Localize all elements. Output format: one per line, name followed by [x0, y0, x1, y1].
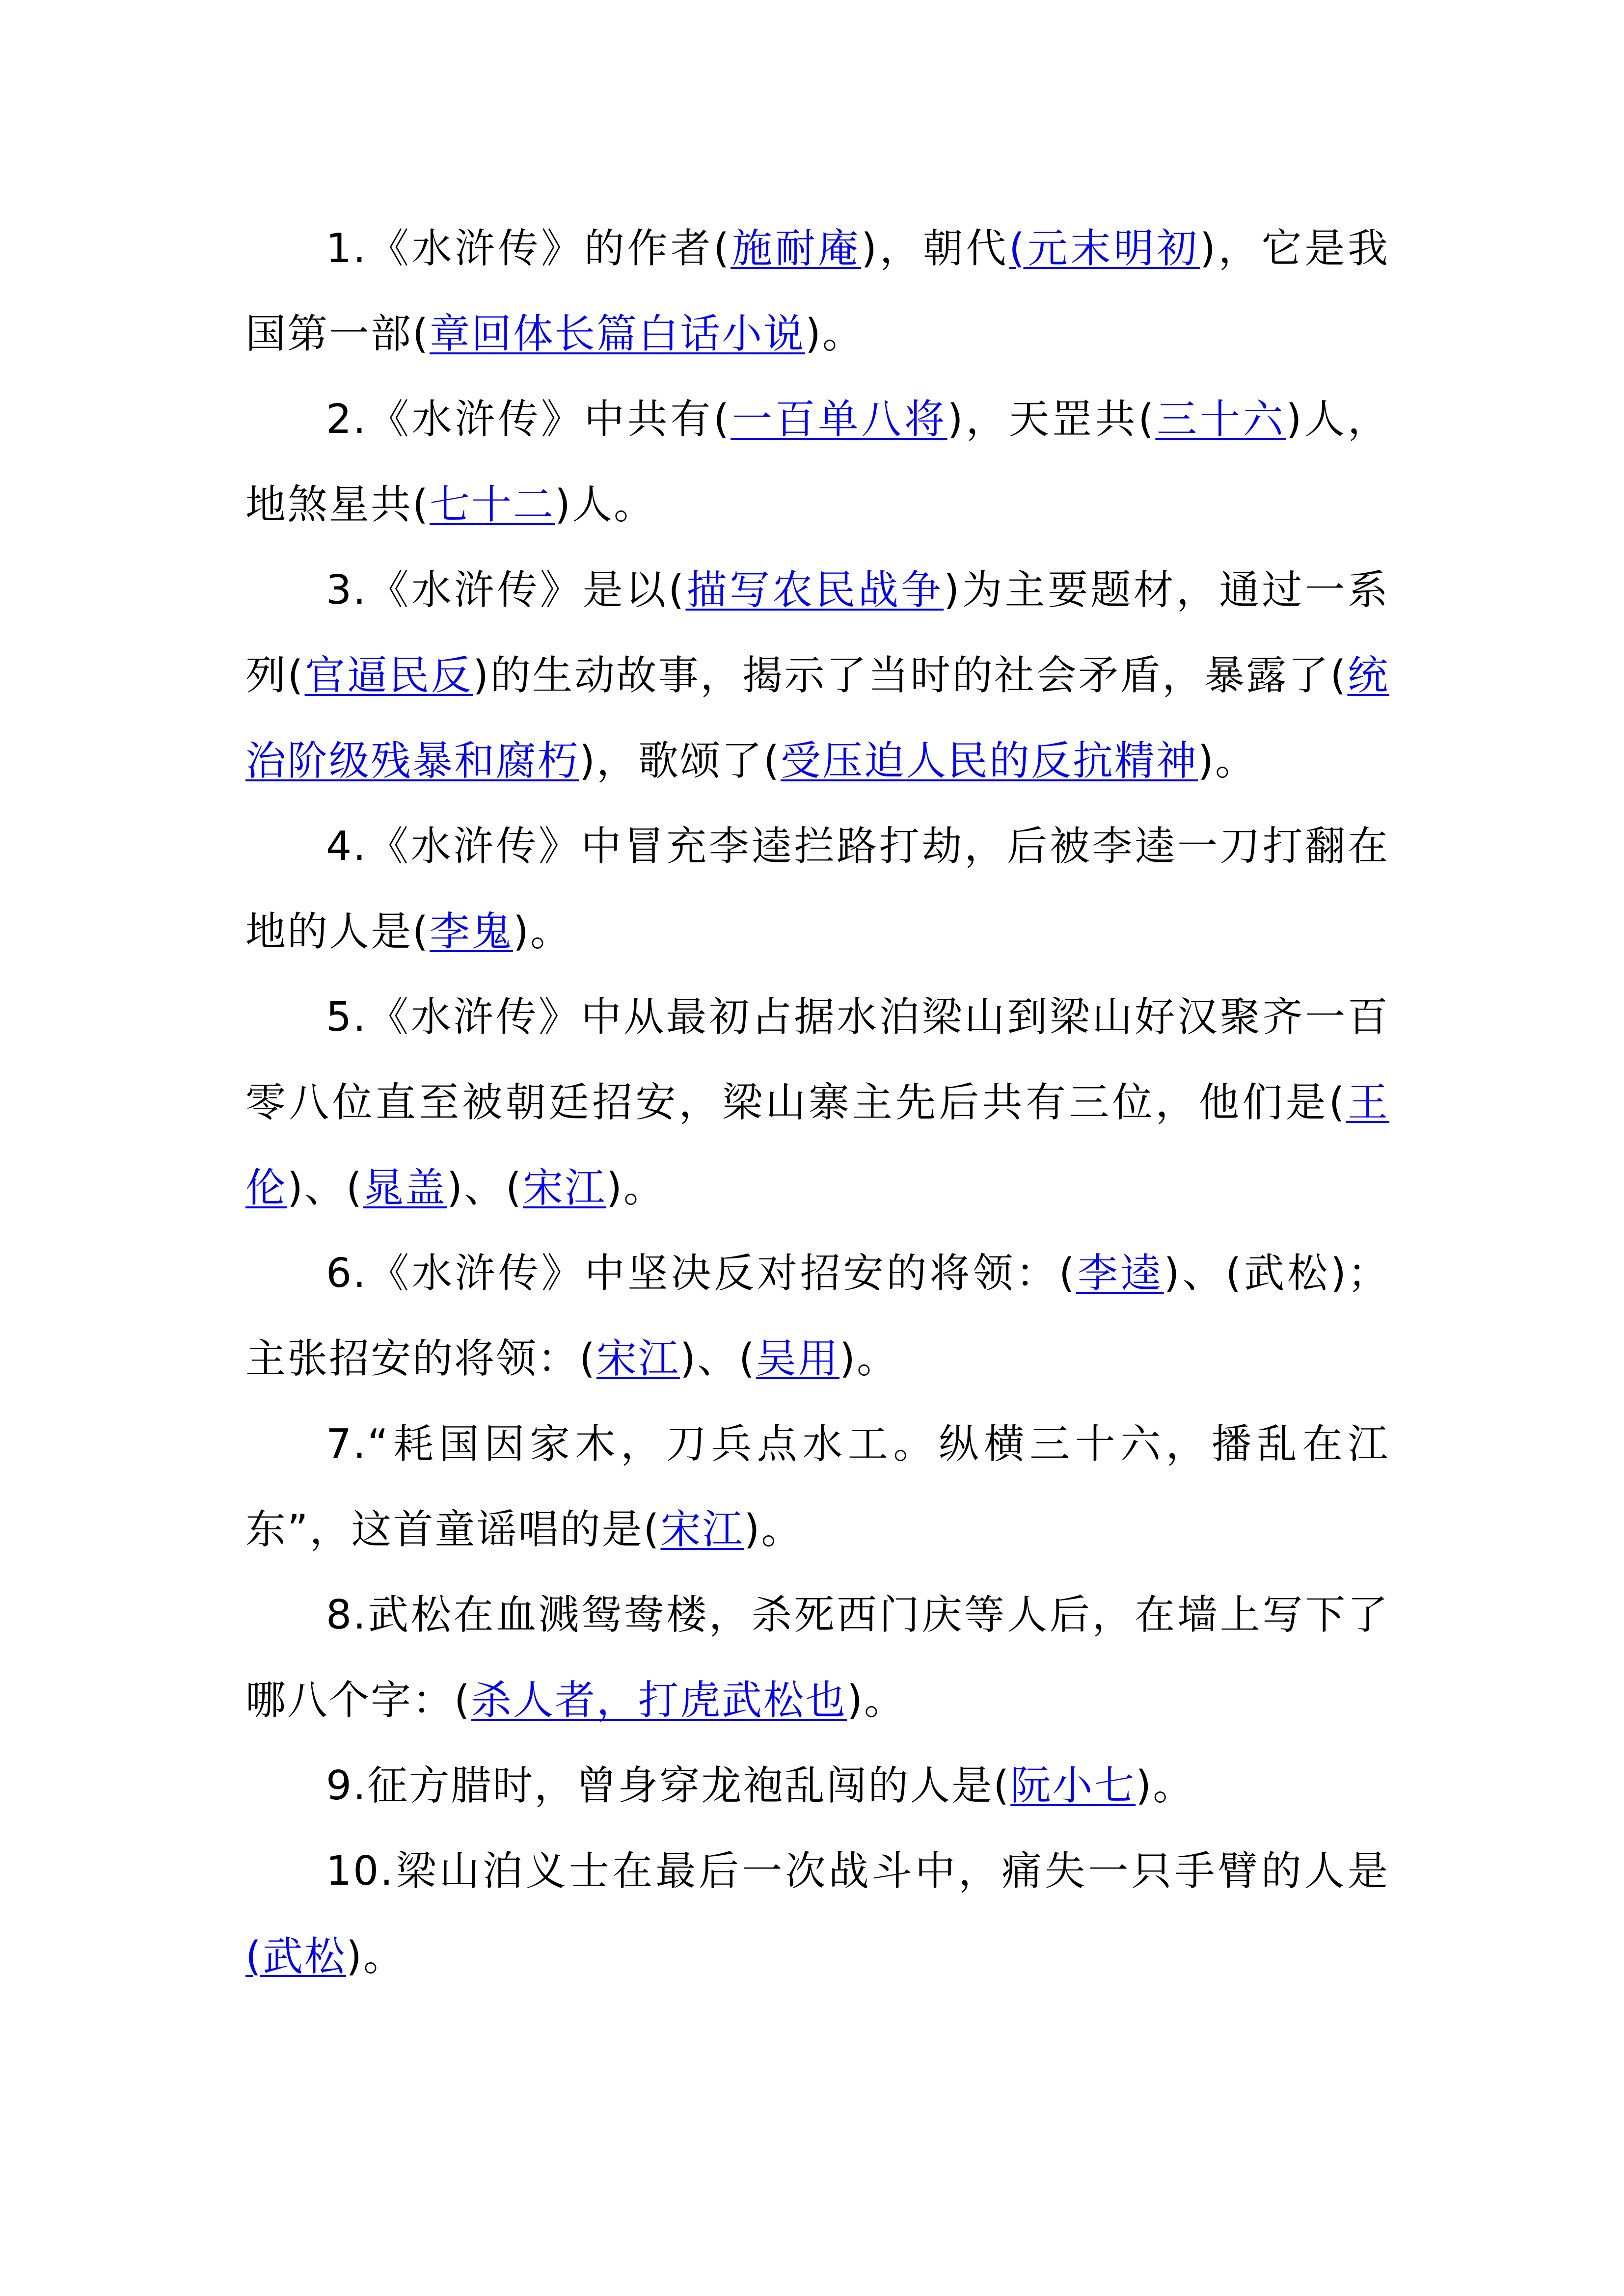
- question-text: )，朝代: [861, 225, 1009, 272]
- answer-link[interactable]: 官逼民反: [304, 652, 473, 699]
- question-text: 9.征方腊时，曾身穿龙袍乱闯的人是(: [326, 1762, 1011, 1809]
- answer-link[interactable]: 宋江: [596, 1335, 680, 1382]
- question-text: 6.《水浒传》中坚决反对招安的将领：(: [326, 1250, 1077, 1297]
- question-text: )的生动故事，揭示了当时的社会矛盾，暴露了(: [473, 652, 1348, 699]
- answer-link[interactable]: 阮小七: [1010, 1762, 1136, 1809]
- answer-link[interactable]: 晁盖: [363, 1165, 447, 1211]
- question-text: )人。: [555, 481, 656, 528]
- question-text: )。: [606, 1165, 666, 1211]
- question-text: )、(: [287, 1165, 363, 1211]
- question-text: )。: [839, 1335, 899, 1382]
- question-6: [245, 1231, 1389, 1402]
- question-4: [245, 804, 1389, 975]
- answer-link[interactable]: 杀人者，打虎武松也: [471, 1677, 847, 1724]
- question-text: )。: [346, 1933, 405, 1980]
- question-text: )、(: [447, 1165, 523, 1211]
- question-text: )，歌颂了(: [579, 738, 781, 784]
- answer-link[interactable]: 宋江: [523, 1165, 607, 1211]
- question-text: 4.《水浒传》中冒充李逵拦路打劫，后被李逵一刀打翻在地的人是(: [245, 823, 1389, 955]
- question-9: [245, 1743, 1389, 1829]
- question-text: 1.《水浒传》的作者(: [326, 225, 731, 272]
- question-text: )。: [744, 1506, 803, 1553]
- answer-link[interactable]: 描写农民战争: [685, 567, 944, 614]
- answer-link[interactable]: 李逵: [1076, 1250, 1164, 1297]
- question-text: )。: [513, 908, 572, 955]
- question-text: 2.《水浒传》中共有(: [326, 396, 731, 443]
- answer-link[interactable]: 章回体长篇白话小说: [430, 311, 806, 357]
- question-text: )为主要题材，通过一系列(: [245, 567, 1389, 699]
- document-body: [245, 206, 1389, 2000]
- question-text: 8.武松在血溅鸳鸯楼，杀死西门庆等人后，在墙上写下了哪八个字：(: [245, 1592, 1389, 1724]
- answer-link[interactable]: (武松: [245, 1933, 346, 1980]
- question-text: )。: [1198, 738, 1257, 784]
- question-text: )，天罡共(: [947, 396, 1156, 443]
- answer-link[interactable]: 吴用: [756, 1335, 840, 1382]
- answer-link[interactable]: 七十二: [430, 481, 555, 528]
- answer-link[interactable]: 宋江: [660, 1506, 744, 1553]
- answer-link[interactable]: 李鬼: [430, 908, 514, 955]
- question-text: 7.“耗国因家木，刀兵点水工。纵横三十六，播乱在江东”，这首童谣唱的是(: [245, 1421, 1389, 1553]
- answer-link[interactable]: (元末明初: [1009, 225, 1200, 272]
- question-2: [245, 377, 1389, 548]
- question-8: [245, 1573, 1389, 1743]
- answer-link[interactable]: 一百单八将: [731, 396, 947, 443]
- answer-link[interactable]: 王伦: [245, 1079, 1389, 1211]
- question-text: 5.《水浒传》中从最初占据水泊梁山到梁山好汉聚齐一百零八位直至被朝廷招安，梁山寨主先后共有三位，他们是(: [245, 994, 1389, 1126]
- question-text: )、(: [680, 1335, 756, 1382]
- question-7: [245, 1402, 1389, 1573]
- answer-link[interactable]: 施耐庵: [731, 225, 862, 272]
- question-text: )、(武松)；主张招安的将领：(: [245, 1250, 1389, 1382]
- question-text: 3.《水浒传》是以(: [326, 567, 686, 614]
- answer-link[interactable]: 统治阶级残暴和腐朽: [245, 652, 1389, 784]
- question-5: [245, 975, 1389, 1231]
- question-10: [245, 1829, 1389, 2000]
- question-text: )。: [805, 311, 865, 357]
- question-3: [245, 548, 1389, 804]
- question-text: )，它是我国第一部(: [245, 225, 1389, 357]
- answer-link[interactable]: 受压迫人民的反抗精神: [781, 738, 1198, 784]
- question-text: )人，地煞星共(: [245, 396, 1389, 528]
- question-text: 10.梁山泊义士在最后一次战斗中，痛失一只手臂的人是: [326, 1848, 1389, 1895]
- question-1: [245, 206, 1389, 377]
- answer-link[interactable]: 三十六: [1155, 396, 1286, 443]
- question-text: )。: [847, 1677, 906, 1724]
- question-text: )。: [1136, 1762, 1195, 1809]
